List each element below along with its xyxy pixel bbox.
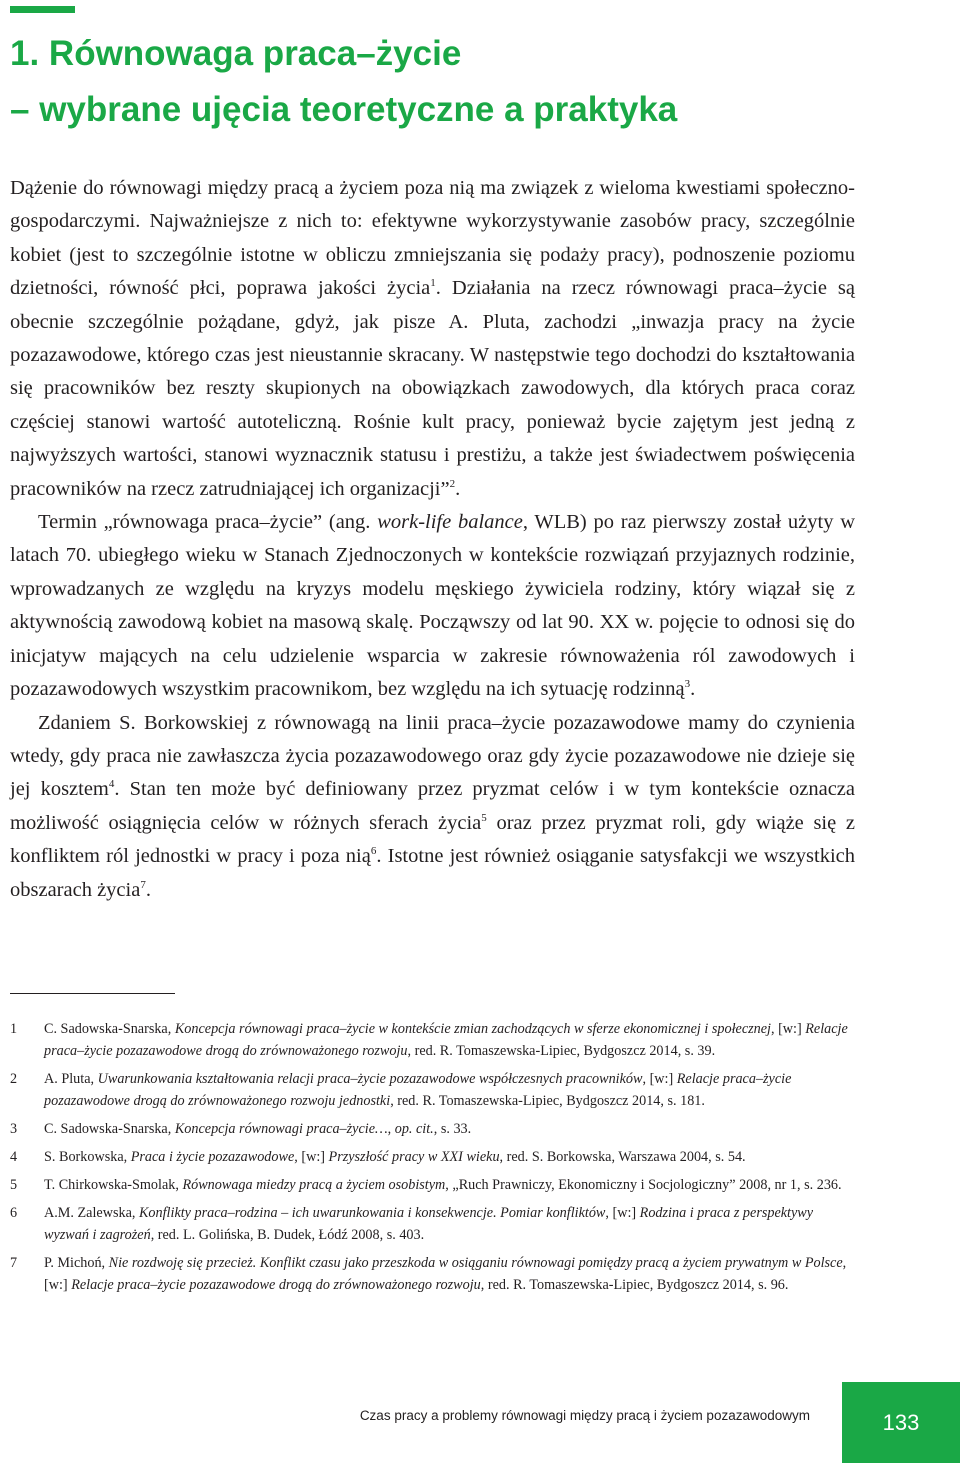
text-run: , [w:] [770,1021,806,1037]
text-run: , [387,1121,395,1137]
text-run: oraz przez pryzmat roli, gdy wiąże się z konfliktem ról jednostki w pracy i poza nią [10,811,855,868]
chapter-title-line-1: 1. Równowaga praca–życie [10,34,462,73]
footnote-number: 7 [10,1255,18,1271]
footnote-ref[interactable]: 1 [430,277,436,290]
text-run: Zdaniem S. Borkowskiej z równowagą na linii praca–życie pozazawodowe mamy do czynienia wtedy, gdy praca nie zawłaszcza życia pozazawodowego oraz gdy życie pozazawodowe nie dzieje się jej kosztem [10,711,855,801]
text-run: . [455,477,461,500]
text-run: , red. R. Tomaszewska-Lipiec, Bydgoszcz 2014, s. 181. [390,1093,705,1109]
text-run: . Stan ten może być definiowany przez pryzmat celów i w tym kontekście oznacza możliwość osiągnięcia celów w różnych sferach życia [10,778,855,834]
body-text [10,172,855,907]
text-run: , red. L. Golińska, B. Dudek, Łódź 2008, s. 403. [150,1227,425,1243]
page-number-box [842,1382,960,1463]
text-run: , [w:] [642,1071,677,1087]
text-run: T. Chirkowska-Smolak, [44,1177,183,1193]
footnote-ref[interactable]: 3 [684,678,691,691]
text-run: S. Borkowska, [44,1149,131,1165]
italic-title: Koncepcja równowagi praca–życie w kontekście zmian zachodzących w sferze ekonomicznej i społecznej [174,1021,771,1037]
footnotes [10,1018,860,1302]
footnote [10,1118,860,1140]
footnote-ref[interactable]: 7 [140,878,146,891]
text-run: , WLB) po raz pierwszy został użyty w latach 70. ubiegłego wieku w Stanach Zjednoczonych w kontekście rozwiązań przyjaznych rodzinie, wprowadzanych ze względu na kryzys modelu męskiego żywiciela rodziny, który wiązał się z aktywnością zawodową kobiet na masową skalę. Począwszy od lat 90. XX w. pojęcie to odnosi się do inicjatyw mających na celu udzielenie wsparcia w zakresie równoważenia ról zawodowych i pozazawodowych wszystkim pracownikom, bez względu na ich sytuację rodzinną [10,511,856,701]
footnote-ref[interactable]: 4 [108,778,115,791]
italic-title: Koncepcja równowagi praca–życie… [174,1121,388,1137]
italic-title: Uwarunkowania kształtowania relacji praca–życie pozazawodowe współczesnych pracowników [97,1071,643,1087]
text-run: . Istotne jest również osiąganie satysfakcji we wszystkich obszarach życia [10,845,855,901]
text-run: Dążenie do równowagi między pracą a życiem poza nią ma związek z wieloma kwestiami społeczno-gospodarczymi. Najważniejsze z nich to: efektywne wykorzystywanie zasobów pracy, szczególnie kobiet (jest to szczególnie istotne w obliczu zmniejszania się podaży pracy), podnoszenie poziomu dzietności, równość płci, poprawa jakości życia [10,177,855,300]
italic-title: Relacje praca–życie pozazawodowe drogą do zrównoważonego rozwoju [44,1021,848,1059]
footnote-number: 4 [10,1149,18,1165]
footnote-number: 6 [10,1205,18,1221]
text-run: Termin „równowaga praca–życie” (ang. [38,511,378,534]
text-run: , s. 33. [433,1121,472,1137]
italic-title: Nie rozdwoję się przecież. Konflikt czasu jako przeszkoda w osiąganiu równowagi pomiędzy pracą a życiem prywatnym w Polsce [108,1255,843,1271]
italic-title: Praca i życie pozazawodowe [130,1149,295,1165]
text-run: , red. S. Borkowska, Warszawa 2004, s. 54. [499,1149,746,1165]
italic-term: work-life balance [377,511,523,534]
italic-title: Relacje praca–życie pozazawodowe drogą do zrównoważonego rozwoju jednostki [44,1071,792,1109]
italic-title: Konflikty praca–rodzina – ich uwarunkowania i konsekwencje. Pomiar konfliktów [138,1205,606,1221]
paragraph-3 [10,707,855,907]
chapter-title [10,26,910,138]
text-run: , [w:] [44,1255,847,1293]
text-run: A. Pluta, [44,1071,98,1087]
italic-title: Równowaga miedzy pracą a życiem osobistym [182,1177,446,1193]
text-run: . [145,878,151,901]
chapter-title-line-2: – wybrane ujęcia teoretyczne a praktyka [10,90,678,129]
paragraph-1 [10,172,855,506]
text-run: , [w:] [294,1149,329,1165]
text-run: . [690,678,696,701]
footnote-number: 3 [10,1121,18,1137]
italic-title: Relacje praca–życie pozazawodowe drogą do zrównoważonego rozwoju [71,1277,481,1293]
footnote-number: 5 [10,1177,18,1193]
footnote-ref[interactable]: 2 [449,477,456,490]
text-run: , [w:] [605,1205,640,1221]
text-run: , red. R. Tomaszewska-Lipiec, Bydgoszcz 2014, s. 96. [480,1277,789,1293]
page-number: 133 [882,1409,920,1435]
text-run: P. Michoń, [44,1255,109,1271]
footnote-number: 1 [10,1021,18,1037]
footnote-ref[interactable]: 6 [370,845,377,858]
accent-bar [10,6,75,13]
footnote [10,1174,860,1196]
footnote [10,1146,860,1168]
italic-title: op. cit. [394,1121,434,1137]
text-run: . Działania na rzecz równowagi praca–życie są obecnie szczególnie pożądane, gdyż, jak pisze A. Pluta, zachodzi „inwazja pracy na życie pozazawodowe, którego czas jest nieustannie skracany. W następstwie tego dochodzi do kształtowania się pracowników bez reszty skupionych na obowiązkach zawodowych, dla których praca coraz częściej stanowi wartość autoteliczną. Rośnie kult pracy, ponieważ bycie zajętym jest jedną z najwyższych wartości, stanowi wyznacznik statusu i prestiżu, a także jest świadectwem poświęcenia pracowników na rzecz zatrudniającej ich organizacji” [10,277,856,500]
footnote-ref[interactable]: 5 [481,811,487,824]
text-run: C. Sadowska-Snarska, [44,1121,175,1137]
footnote [10,1202,860,1246]
footnote [10,1252,860,1296]
italic-title: Przyszłość pracy w XXI wieku [328,1149,500,1165]
text-run: , red. R. Tomaszewska-Lipiec, Bydgoszcz 2014, s. 39. [407,1043,716,1059]
italic-title: Rodzina i praca z perspektywy wyzwań i zagrożeń [44,1205,814,1243]
text-run: C. Sadowska-Snarska, [44,1021,175,1037]
text-run: , „Ruch Prawniczy, Ekonomiczny i Socjologiczny” 2008, nr 1, s. 236. [445,1177,842,1193]
running-footer: Czas pracy a problemy równowagi między pracą i życiem pozazawodowym [359,1408,810,1423]
footnote [10,1018,860,1062]
text-run: A.M. Zalewska, [44,1205,139,1221]
footnote-number: 2 [10,1071,18,1087]
paragraph-2 [10,506,855,706]
footnote-separator [10,993,175,994]
footnote [10,1068,860,1112]
